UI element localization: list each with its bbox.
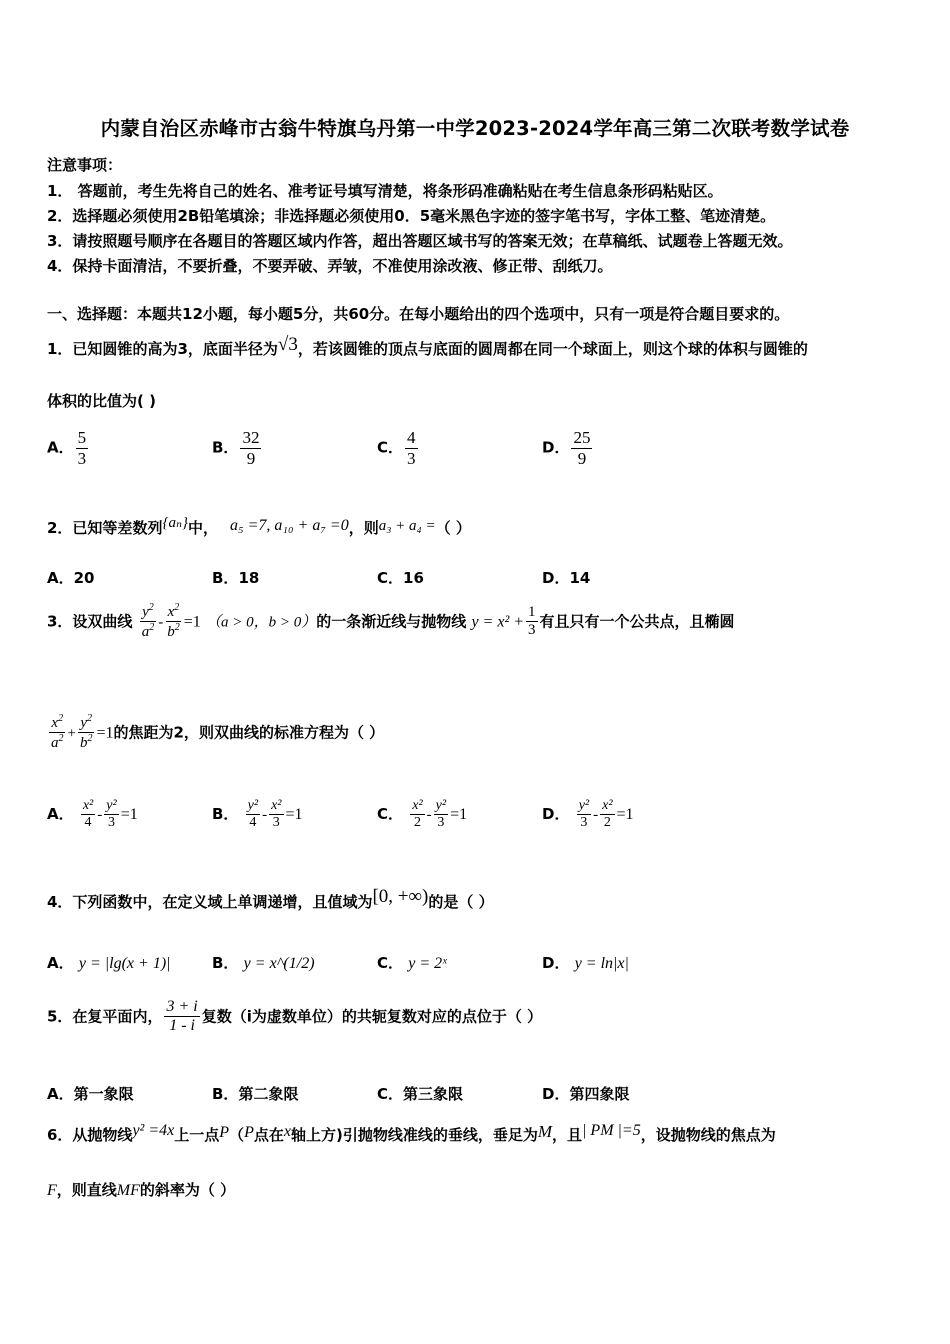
q6-text-a: 6．从抛物线 <box>47 1126 133 1144</box>
q1-c-den: 3 <box>407 448 416 468</box>
option-label: B． <box>212 1085 239 1103</box>
question-6: 6．从抛物线y² =4x上一点P（P点在x轴上方)引抛物线准线的垂线，垂足为M，且| PM |=5，设抛物线的焦点为 <box>47 1122 776 1144</box>
ellipse-term-1: $\frac{x^2}{a^2}$ <box>51 713 64 752</box>
option-label: A． <box>47 569 74 587</box>
q3-condition: （a > 0，b > 0） <box>205 614 317 631</box>
q6-text-f: ，且 <box>552 1126 583 1144</box>
frac-den: 3 <box>437 815 445 831</box>
option-text: 第四象限 <box>569 1085 630 1103</box>
q3-text-c: 有且只有一个公共点，且椭圆 <box>539 612 735 631</box>
frac-num: x² <box>600 798 614 815</box>
q1-d-den: 9 <box>577 448 587 468</box>
q6-equation: y² =4x <box>132 1122 175 1139</box>
frac-den: 3 <box>107 815 115 831</box>
q4-option-b <box>212 952 315 973</box>
q3-text-a: 3．设双曲线 <box>47 612 133 631</box>
frac-num: x² <box>269 798 283 815</box>
option-label: D． <box>542 569 570 587</box>
q4-text-a: 4．下列函数中，在定义域上单调递增，且值域为 <box>47 893 373 911</box>
q5-den: 1 - i <box>169 1017 195 1035</box>
option-text: 第一象限 <box>73 1085 134 1103</box>
q3-parabola-fraction: $\frac{1}{3}$ <box>528 604 536 639</box>
q5-option-d <box>542 1083 629 1104</box>
q5-text-b: 复数（i为虚数单位）的共轭复数对应的点位于（ ） <box>201 1007 543 1026</box>
q1-option-b <box>212 428 263 468</box>
q6-text-c: （ <box>229 1126 245 1144</box>
q1-a-den: 3 <box>77 448 87 468</box>
q1-option-c <box>377 428 420 468</box>
q2-ask: a₃ + a₄ = <box>378 518 436 534</box>
frac-num: y² <box>434 798 448 815</box>
option-label: D． <box>542 954 570 972</box>
q1-d-num: 25 <box>573 428 591 447</box>
option-label: A． <box>47 438 74 457</box>
option-text: 16 <box>403 569 424 587</box>
q4-option-d <box>542 952 629 973</box>
question-3-cont: $\frac{x^2}{a^2}$ + $\frac{y^2}{b^2}$ =1的焦距为2，则双曲线的标准方程为（ ） <box>51 713 385 752</box>
q6-text-b: 上一点 <box>174 1126 220 1144</box>
frac-den: 3 <box>272 815 280 831</box>
q6-pm-length: | PM |=5 <box>582 1122 641 1139</box>
q2-text-c: ，则 <box>348 519 379 537</box>
q2-text-d: （ ） <box>435 519 471 537</box>
frac-num: y² <box>104 798 118 815</box>
option-math: y = x^(1/2) <box>243 955 315 972</box>
q3-option-c: C． $\frac{\text{x²}}{2}$ - $\frac{\text{y²}}{3}$ =1 <box>377 798 468 831</box>
q1-text-b: ，若该圆锥的顶点与底面的圆周都在同一个球面上，则这个球的体积与圆锥的 <box>297 340 808 358</box>
q6-text-h: ，则直线 <box>56 1181 117 1199</box>
q5-option-a <box>47 1083 134 1104</box>
q4-option-a <box>47 952 171 973</box>
q2-option-d <box>542 567 590 588</box>
question-5 <box>47 998 542 1036</box>
question-4 <box>47 886 494 912</box>
option-text: 第二象限 <box>238 1085 299 1103</box>
q1-radical: √3 <box>277 334 298 355</box>
note-item-3: 3．请按照题号顺序在各题目的答题区域内作答，超出答题区域书写的答案无效；在草稿纸、试题卷上答题无效。 <box>47 232 793 250</box>
q3-text-b: 的一条渐近线与抛物线 <box>316 612 467 631</box>
option-text: 14 <box>569 569 591 587</box>
ellipse-term-2: $\frac{y^2}{b^2}$ <box>79 713 93 752</box>
q6-text-i: 的斜率为（ ） <box>139 1181 236 1199</box>
q3-parabola: y = x² + <box>471 613 525 631</box>
q1-text-a: 1．已知圆锥的高为3，底面半径为 <box>47 340 278 358</box>
option-label: D． <box>542 1085 570 1103</box>
q2-text-b: 中， <box>188 519 219 537</box>
notes-heading: 注意事项： <box>47 156 123 174</box>
q1-option-a <box>47 428 90 468</box>
q1-b-num: 32 <box>242 428 260 447</box>
option-label: C． <box>377 438 404 457</box>
q6-text-g: ，设抛物线的焦点为 <box>640 1126 776 1144</box>
q3-text-d: 的焦距为2，则双曲线的标准方程为（ ） <box>113 723 385 742</box>
option-math: y = 2ˣ <box>408 955 447 972</box>
option-label: C． <box>377 954 404 972</box>
q5-option-c <box>377 1083 463 1104</box>
frac-num: x² <box>410 798 424 815</box>
option-math: y = |lg(x + 1)| <box>78 955 171 972</box>
q1-b-den: 9 <box>246 448 256 468</box>
frac-den: 4 <box>249 815 257 831</box>
q2-option-a <box>47 567 94 588</box>
frac-den: 2 <box>603 815 611 831</box>
q2-sequence: {aₙ} <box>162 515 189 531</box>
q2-option-c <box>377 567 424 588</box>
q3-option-b: B． $\frac{\text{y²}}{4}$ - $\frac{\text{x²}}{3}$ =1 <box>212 798 303 831</box>
option-math: y = ln|x| <box>574 955 629 972</box>
q1-a-num: 5 <box>77 428 87 447</box>
question-6-cont: F，则直线MF的斜率为（ ） <box>47 1181 236 1199</box>
section-heading: 一、选择题：本题共12小题，每小题5分，共60分。在每小题给出的四个选项中，只有一项是符合题目要求的。 <box>47 305 790 323</box>
frac-num: y² <box>577 798 591 815</box>
option-label: A． <box>47 954 74 972</box>
frac-num: y² <box>246 798 260 815</box>
q5-text-a: 5．在复平面内， <box>47 1007 163 1026</box>
option-label: D． <box>542 805 570 824</box>
q1-option-d <box>542 428 594 468</box>
note-item-1: 1． 答题前，考生先将自己的姓名、准考证号填写清楚，将条形码准确粘贴在考生信息条形码粘贴区。 <box>47 182 723 200</box>
frac-num: x² <box>81 798 95 815</box>
frac-den: 2 <box>413 815 421 831</box>
hyperbola-term-1: $\frac{y^2}{a^2}$ <box>141 602 155 641</box>
q6-text-d: 点在 <box>253 1126 284 1144</box>
option-label: C． <box>377 1085 404 1103</box>
q4-range: [0, +∞) <box>372 886 429 907</box>
q2-option-b <box>212 567 259 588</box>
option-label: B． <box>212 438 239 457</box>
q2-condition: a₅ =7, a₁₀ + a₇ =0 <box>230 517 349 534</box>
q3-option-d: D． $\frac{\text{y²}}{3}$ - $\frac{\text{x²}}{2}$ =1 <box>542 798 634 831</box>
option-label: C． <box>377 569 404 587</box>
note-item-2: 2．选择题必须使用2B铅笔填涂；非选择题必须使用0．5毫米黑色字迹的签字笔书写，字体工整、笔迹清楚。 <box>47 207 776 225</box>
q1-c-num: 4 <box>407 428 416 447</box>
q4-option-c <box>377 952 447 973</box>
q4-text-b: 的是（ ） <box>428 893 494 911</box>
q2-text-a: 2．已知等差数列 <box>47 519 163 537</box>
option-label: D． <box>542 438 570 457</box>
question-2 <box>47 513 471 538</box>
frac-den: 4 <box>84 815 92 831</box>
option-text: 20 <box>73 569 95 587</box>
q5-fraction <box>164 998 199 1036</box>
option-label: B． <box>212 954 239 972</box>
option-label: A． <box>47 1085 74 1103</box>
note-item-4: 4．保持卡面清洁，不要折叠，不要弄破、弄皱，不准使用涂改液、修正带、刮纸刀。 <box>47 257 613 275</box>
option-label: C． <box>377 805 404 824</box>
q3-option-a: A． $\frac{\text{x²}}{4}$ - $\frac{\text{y²}}{3}$ =1 <box>47 798 138 831</box>
frac-den: 3 <box>580 815 588 831</box>
question-3: 3．设双曲线 $\frac{y^2}{a^2}$ - $\frac{x^2}{b^2}$ =1 （a > 0，b > 0）的一条渐近线与抛物线 y = x² + $\frac{1}{3}$ 有且只有一个公共点，且椭圆 <box>47 602 735 641</box>
q1-text-c: 体积的比值为( ) <box>47 392 156 410</box>
option-label: A． <box>47 805 74 824</box>
exam-title: 内蒙自治区赤峰市古翁牛特旗乌丹第一中学2023-2024学年高三第二次联考数学试卷 <box>100 117 850 140</box>
hyperbola-term-2: $\frac{x^2}{b^2}$ <box>167 602 180 641</box>
option-label: B． <box>212 805 239 824</box>
option-text: 第三象限 <box>403 1085 464 1103</box>
option-text: 18 <box>238 569 260 587</box>
q5-num: 3 + i <box>164 998 199 1017</box>
q5-option-b <box>212 1083 298 1104</box>
option-label: B． <box>212 569 239 587</box>
q6-text-e: 轴上方)引抛物线准线的垂线，垂足为 <box>290 1126 538 1144</box>
question-1 <box>47 334 808 359</box>
